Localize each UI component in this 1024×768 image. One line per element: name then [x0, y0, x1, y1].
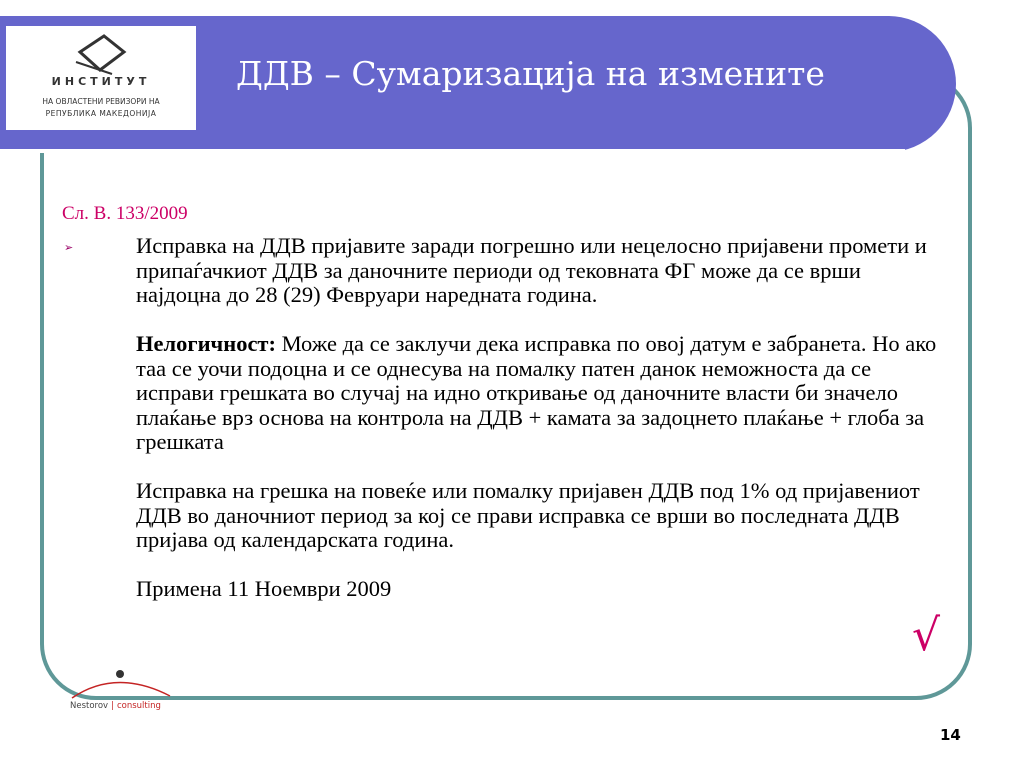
page-number: 14: [940, 726, 961, 744]
illogic-paragraph: [136, 332, 941, 455]
logo-line-2: НА ОВЛАСТЕНИ РЕВИЗОРИ НА: [42, 97, 160, 106]
application-date: Примена 11 Ноември 2009: [136, 576, 392, 601]
slide-subtitle: Сл. В. 133/2009: [62, 203, 188, 224]
institute-logo: [6, 26, 196, 130]
consulting-name: Nestorov: [70, 701, 109, 711]
bullet-text: Исправка на ДДВ пријавите заради погрешно или нецелосно пријавени промети и припаѓачкиот ДДВ за даночните периоди од тековната ФГ може да се врши најдоцна до 28 (29) Февруари наредната година.: [136, 233, 927, 307]
slide-body: [136, 234, 941, 626]
consulting-separator: |: [111, 701, 114, 711]
correction-paragraph: Исправка на грешка на повеќе или помалку пријавен ДДВ под 1% од пријавениот ДДВ во даночниот период за кој се прави исправка се врши во последната ДДВ пријава од календарската година.: [136, 478, 920, 552]
arrow-bullet-icon: ➢: [64, 241, 74, 254]
logo-line-1: ИНСТИТУТ: [51, 75, 151, 88]
title-underline: [0, 149, 905, 153]
slide-title: ДДВ – Сумаризација на измените: [236, 54, 825, 93]
consulting-tagline: consulting: [116, 701, 161, 711]
consulting-logo-text: [70, 701, 161, 711]
checkmark-icon: √: [912, 610, 941, 661]
illogic-text: Може да се заклучи дека исправка по овој датум е забранета. Но ако таа се уочи подоцна и се однесува на помалку патен данок неможноста да се исправи грешката во случај на идно откривање од даночните власти би значело плаќање врз основа на контрола на ДДВ + камата за задоцнето плаќање + глоба за грешката: [136, 331, 937, 454]
illogic-label: Нелогичност:: [136, 331, 276, 356]
institute-emblem-icon: [72, 34, 132, 78]
logo-line-3: РЕПУБЛИКА МАКЕДОНИЈА: [45, 109, 157, 118]
